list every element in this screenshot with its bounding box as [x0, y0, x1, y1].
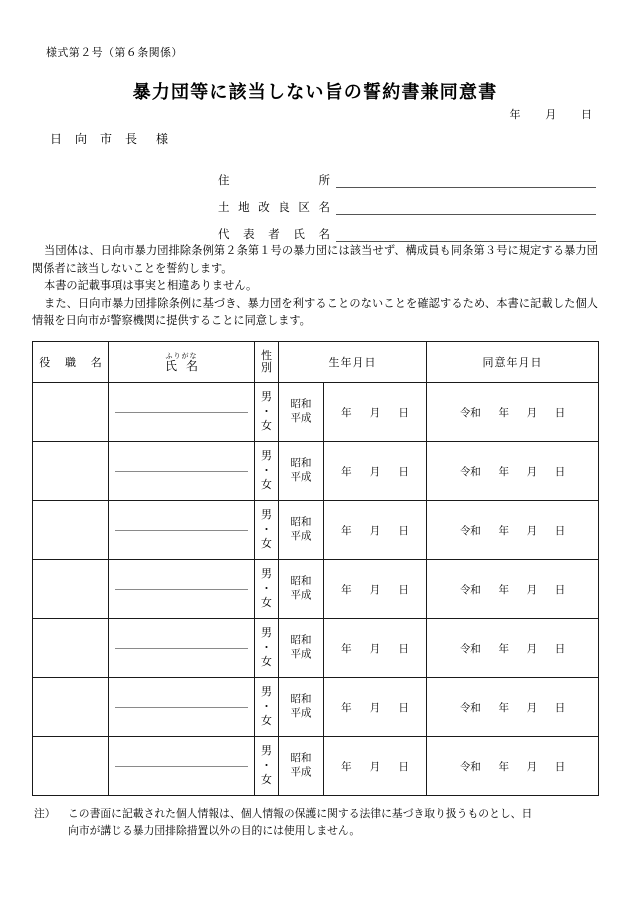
name-cell-divider [115, 766, 248, 767]
table-row [33, 560, 599, 619]
field-row-address [218, 168, 596, 188]
era-option-showa[interactable]: 昭和 [290, 634, 312, 646]
cell-name[interactable] [109, 560, 255, 619]
birth-day-label: 日 [398, 407, 409, 419]
address-label-char: 住 [218, 175, 230, 187]
birth-month-label: 月 [369, 761, 381, 773]
agreement-month-label: 月 [526, 525, 538, 537]
agreement-month-label: 月 [526, 761, 538, 773]
agreement-month-label: 月 [526, 702, 538, 714]
sex-option-separator: ・ [261, 523, 272, 536]
header-name-box [109, 351, 254, 373]
field-row-district [218, 195, 596, 215]
representative-label-char: 者 [268, 229, 280, 241]
sex-option-male[interactable]: 男 [261, 567, 272, 580]
era-option-heisei[interactable]: 平成 [290, 472, 312, 483]
header-post: 役 職 名 [33, 342, 109, 383]
agreement-day-label: 日 [554, 525, 566, 537]
form-number: 様式第２号（第６条関係） [46, 47, 183, 59]
cell-name[interactable] [109, 737, 255, 796]
pledge-paragraph-1: 当団体は、日向市暴力団排除条例第２条第１号の暴力団には該当せず、構成員も同条第３号に規定する暴力団関係者に該当しないことを誓約します。 [32, 245, 598, 275]
footer-note-marker: 注） [34, 808, 56, 820]
cell-agreement-date[interactable] [427, 383, 599, 442]
name-cell-divider [115, 589, 248, 590]
birth-day-label: 日 [398, 702, 409, 714]
agreement-month-label: 月 [526, 407, 538, 419]
cell-birthdate[interactable] [279, 501, 427, 560]
sex-option-female[interactable]: 女 [261, 597, 272, 610]
agreement-era-label: 令和 [459, 761, 481, 773]
era-option-showa[interactable]: 昭和 [290, 693, 312, 705]
agreement-era-label: 令和 [459, 584, 481, 596]
agreement-year-label: 年 [498, 761, 509, 773]
sex-option-female[interactable]: 女 [261, 420, 272, 433]
sex-option-male[interactable]: 男 [261, 744, 272, 757]
agreement-year-label: 年 [498, 702, 509, 714]
cell-birthdate[interactable] [279, 560, 427, 619]
era-option-showa[interactable]: 昭和 [290, 457, 312, 469]
sex-option-separator: ・ [261, 641, 272, 654]
members-table-head [33, 342, 599, 383]
cell-post[interactable] [33, 678, 109, 737]
cell-birthdate[interactable] [279, 678, 427, 737]
era-option-showa[interactable]: 昭和 [290, 752, 312, 764]
sex-option-female[interactable]: 女 [261, 656, 272, 669]
district-label-char: 区 [298, 202, 310, 214]
agreement-era-label: 令和 [459, 466, 481, 478]
agreement-month-label: 月 [526, 643, 538, 655]
agreement-day-label: 日 [554, 761, 566, 773]
agreement-month-label: 月 [526, 466, 538, 478]
cell-post[interactable] [33, 737, 109, 796]
footer-note-text-2: 向市が講じる暴力団排除措置以外の目的には使用しません。 [68, 825, 361, 837]
sex-option-female[interactable]: 女 [261, 774, 272, 787]
agreement-day-label: 日 [554, 702, 566, 714]
footer-note-text-1: この書面に記載された個人情報は、個人情報の保護に関する法律に基づき取り扱うものとし、日 [68, 808, 533, 820]
addressee [50, 130, 168, 147]
footer-note [34, 806, 604, 840]
era-option-heisei[interactable]: 平成 [290, 708, 312, 719]
sex-option-separator: ・ [261, 464, 272, 477]
cell-agreement-date[interactable] [427, 560, 599, 619]
agreement-era-label: 令和 [459, 407, 481, 419]
date-year-label: 年 [509, 109, 521, 121]
members-table-wrapper [32, 341, 598, 796]
birth-era-selector[interactable] [279, 619, 324, 677]
agreement-day-label: 日 [554, 466, 566, 478]
cell-agreement-date[interactable] [427, 501, 599, 560]
cell-post[interactable] [33, 501, 109, 560]
birth-year-label: 年 [341, 702, 352, 714]
name-cell-divider [115, 471, 248, 472]
birth-year-label: 年 [341, 643, 352, 655]
cell-agreement-date[interactable] [427, 442, 599, 501]
era-option-showa[interactable]: 昭和 [290, 575, 312, 587]
birth-day-label: 日 [398, 584, 409, 596]
district-label-char: 土 [218, 202, 230, 214]
birth-day-label: 日 [398, 643, 409, 655]
district-label-char: 良 [278, 202, 290, 214]
cell-post[interactable] [33, 442, 109, 501]
agreement-year-label: 年 [498, 407, 509, 419]
birth-year-label: 年 [341, 407, 352, 419]
sex-option-male[interactable]: 男 [261, 390, 272, 403]
representative-label-char: 表 [243, 229, 255, 241]
district-input[interactable] [336, 200, 596, 215]
agreement-month-label: 月 [526, 584, 538, 596]
document-title: 暴力団等に該当しない旨の誓約書兼同意書 [132, 82, 498, 102]
agreement-year-label: 年 [498, 466, 509, 478]
birth-era-selector[interactable] [279, 383, 324, 441]
name-cell-divider [115, 530, 248, 531]
table-row [33, 619, 599, 678]
sex-option-female[interactable]: 女 [261, 538, 272, 551]
birth-year-label: 年 [341, 466, 352, 478]
district-label-char: 地 [238, 202, 250, 214]
field-row-representative [218, 222, 596, 242]
cell-birthdate[interactable] [279, 619, 427, 678]
birth-month-label: 月 [369, 466, 381, 478]
birth-era-selector[interactable] [279, 678, 324, 736]
birth-era-selector[interactable] [279, 737, 324, 795]
era-option-heisei[interactable]: 平成 [290, 767, 312, 778]
footer-note-line-1 [34, 806, 604, 823]
table-row [33, 442, 599, 501]
sex-option-separator: ・ [261, 700, 272, 713]
cell-sex[interactable] [255, 678, 279, 737]
cell-name[interactable] [109, 383, 255, 442]
header-furigana: ふりがな [165, 352, 198, 361]
district-label-char: 名 [318, 202, 330, 214]
cell-name[interactable] [109, 442, 255, 501]
birth-year-label: 年 [341, 584, 352, 596]
header-name [109, 342, 255, 383]
cell-sex[interactable] [255, 619, 279, 678]
birth-month-label: 月 [369, 702, 381, 714]
sex-option-separator: ・ [261, 405, 272, 418]
era-option-heisei[interactable]: 平成 [290, 413, 312, 424]
birth-year-label: 年 [341, 761, 352, 773]
agreement-era-label: 令和 [459, 643, 481, 655]
header-sex [255, 342, 279, 383]
cell-agreement-date[interactable] [427, 619, 599, 678]
cell-post[interactable] [33, 560, 109, 619]
addressee-name: 日 向 市 長 [50, 132, 143, 146]
representative-label-char: 代 [218, 229, 230, 241]
birth-month-label: 月 [369, 525, 381, 537]
name-cell-divider [115, 648, 248, 649]
birth-day-label: 日 [398, 466, 409, 478]
name-cell-divider [115, 707, 248, 708]
era-option-showa[interactable]: 昭和 [290, 398, 312, 410]
cell-sex[interactable] [255, 442, 279, 501]
era-option-showa[interactable]: 昭和 [290, 516, 312, 528]
cell-birthdate[interactable] [279, 383, 427, 442]
header-sex-line1: 性 [261, 349, 272, 362]
pledge-paragraph-3: また、日向市暴力団排除条例に基づき、暴力団を利することのないことを確認するため、本書に記載した個人情報を日向市が警察機関に提供することに同意します。 [32, 297, 598, 327]
sex-option-male[interactable]: 男 [261, 449, 272, 462]
representative-input[interactable] [336, 227, 596, 242]
date-month-label: 月 [545, 109, 557, 121]
cell-sex[interactable] [255, 560, 279, 619]
agreement-era-label: 令和 [459, 525, 481, 537]
era-option-heisei[interactable]: 平成 [290, 531, 312, 542]
birth-month-label: 月 [369, 407, 381, 419]
cell-name[interactable] [109, 619, 255, 678]
agreement-day-label: 日 [554, 643, 566, 655]
address-label [218, 172, 330, 188]
agreement-day-label: 日 [554, 584, 566, 596]
table-row [33, 501, 599, 560]
representative-label [218, 226, 330, 242]
sex-option-separator: ・ [261, 582, 272, 595]
district-label-char: 改 [258, 202, 270, 214]
agreement-year-label: 年 [498, 525, 509, 537]
sex-option-separator: ・ [261, 759, 272, 772]
applicant-fields [218, 168, 596, 249]
cell-birthdate[interactable] [279, 442, 427, 501]
addressee-honorific: 様 [156, 132, 169, 146]
sex-option-male[interactable]: 男 [261, 626, 272, 639]
header-sex-line2: 別 [261, 362, 272, 374]
representative-label-char: 氏 [293, 229, 305, 241]
era-option-heisei[interactable]: 平成 [290, 590, 312, 601]
agreement-day-label: 日 [554, 407, 566, 419]
cell-agreement-date[interactable] [427, 737, 599, 796]
sex-option-male[interactable]: 男 [261, 685, 272, 698]
sex-option-female[interactable]: 女 [261, 715, 272, 728]
table-header-row [33, 342, 599, 383]
birth-month-label: 月 [369, 643, 381, 655]
cell-sex[interactable] [255, 383, 279, 442]
members-table-body [33, 383, 599, 796]
name-cell-divider [115, 412, 248, 413]
agreement-year-label: 年 [498, 643, 509, 655]
birth-era-selector[interactable] [279, 560, 324, 618]
cell-post[interactable] [33, 383, 109, 442]
birth-era-selector[interactable] [279, 501, 324, 559]
address-label-char: 所 [318, 175, 330, 187]
cell-name[interactable] [109, 678, 255, 737]
agreement-era-label: 令和 [459, 702, 481, 714]
header-birthdate: 生年月日 [279, 342, 427, 383]
birth-month-label: 月 [369, 584, 381, 596]
representative-label-char: 名 [318, 229, 330, 241]
cell-name[interactable] [109, 501, 255, 560]
date-day-label: 日 [581, 109, 592, 121]
table-row [33, 383, 599, 442]
sex-option-male[interactable]: 男 [261, 508, 272, 521]
members-table [32, 341, 599, 796]
cell-birthdate[interactable] [279, 737, 427, 796]
sex-option-female[interactable]: 女 [261, 479, 272, 492]
header-agreement-date: 同意年月日 [427, 342, 599, 383]
district-label [218, 199, 330, 215]
birth-day-label: 日 [398, 761, 409, 773]
table-row [33, 678, 599, 737]
birth-year-label: 年 [341, 525, 352, 537]
era-option-heisei[interactable]: 平成 [290, 649, 312, 660]
header-name-label: 氏 名 [164, 359, 201, 374]
address-input[interactable] [336, 173, 596, 188]
table-row [33, 737, 599, 796]
pledge-paragraph-2: 本書の記載事項は事実と相違ありません。 [44, 280, 258, 292]
birth-era-selector[interactable] [279, 442, 324, 500]
agreement-year-label: 年 [498, 584, 509, 596]
cell-sex[interactable] [255, 501, 279, 560]
cell-sex[interactable] [255, 737, 279, 796]
issue-date-line [510, 106, 593, 122]
body-text [32, 243, 598, 331]
cell-post[interactable] [33, 619, 109, 678]
birth-day-label: 日 [398, 525, 409, 537]
cell-agreement-date[interactable] [427, 678, 599, 737]
